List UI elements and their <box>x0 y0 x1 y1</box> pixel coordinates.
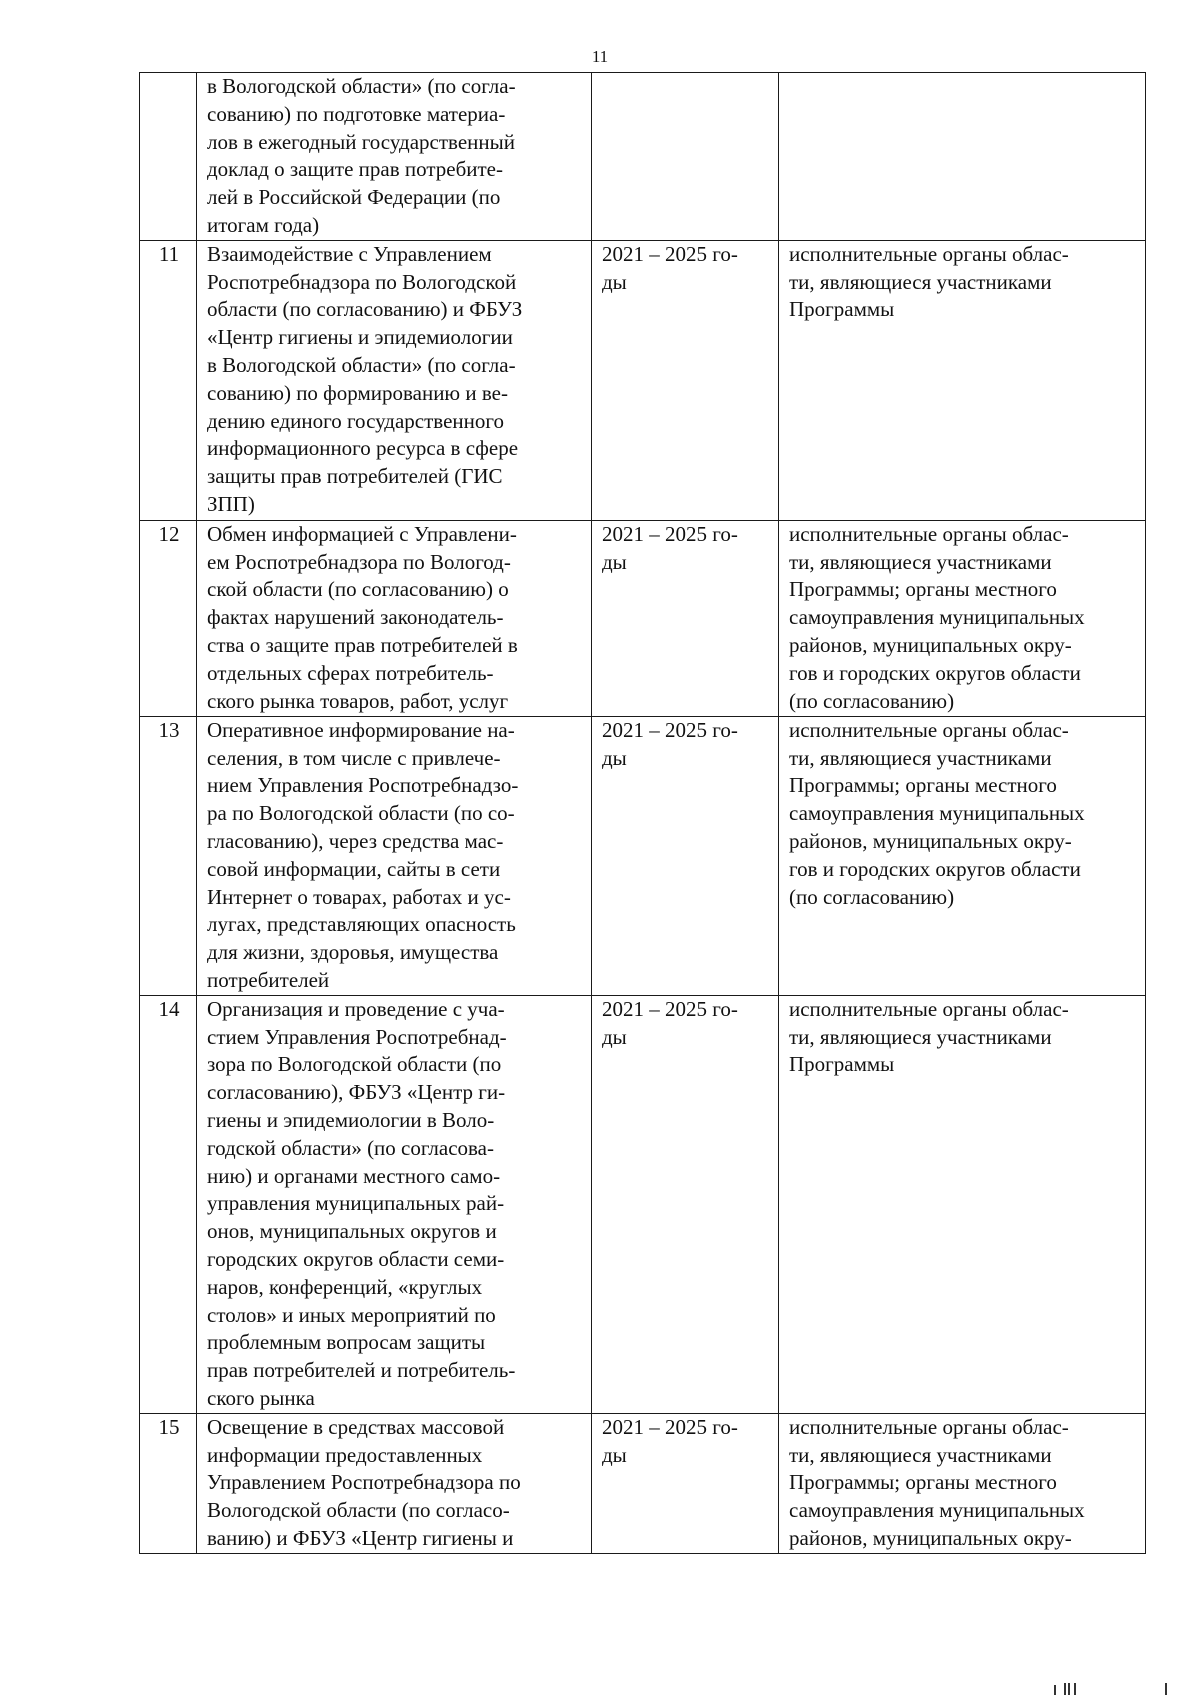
measure-description: Организация и проведение с уча- стием Управления Роспотребнад- зора по Вологодской области (по согласованию), ФБУЗ «Центр ги- гиены и эпидемиологии в Воло- годской области» (по согласова- нию) и органами местного само- управления муниципальных рай- онов, муниципальных округов и городских округов области семи- наров, конференций, «круглых столов» и иных мероприятий по проблемным вопросам защиты прав потребителей и потребитель- ского рынка <box>197 995 592 1413</box>
row-number: 13 <box>140 716 197 995</box>
measure-period: 2021 – 2025 го- ды <box>592 716 779 995</box>
measure-description: Освещение в средствах массовой информации предоставленных Управлением Роспотребнадзора по Вологодской области (по согласо- ванию) и ФБУЗ «Центр гигиены и <box>197 1413 592 1553</box>
measure-period: 2021 – 2025 го- ды <box>592 240 779 520</box>
table-row <box>140 73 1146 241</box>
row-number: 15 <box>140 1413 197 1553</box>
row-number: 14 <box>140 995 197 1413</box>
table-row <box>140 240 1146 520</box>
measure-responsible: исполнительные органы облас- ти, являющиеся участниками Программы <box>779 240 1146 520</box>
measure-responsible <box>779 73 1146 241</box>
table-row <box>140 716 1146 995</box>
measure-responsible: исполнительные органы облас- ти, являющиеся участниками Программы; органы местного самоуправления муниципальных районов, муниципальных окру- гов и городских округов области (по согласованию) <box>779 520 1146 716</box>
measure-description: Взаимодействие с Управлением Роспотребнадзора по Вологодской области (по согласованию) и ФБУЗ «Центр гигиены и эпидемиологии в Вологодской области» (по согла- сованию) по формированию и ве- дению единого государственного информационного ресурса в сфере защиты прав потребителей (ГИС ЗПП) <box>197 240 592 520</box>
row-number: 12 <box>140 520 197 716</box>
measure-description: Оперативное информирование на- селения, в том числе с привлече- нием Управления Роспотребнадзо- ра по Вологодской области (по со- гласованию), через средства мас- совой информации, сайты в сети Интернет о товарах, работах и ус- лугах, представляющих опасность для жизни, здоровья, имущества потребителей <box>197 716 592 995</box>
measure-responsible: исполнительные органы облас- ти, являющиеся участниками Программы; органы местного самоуправления муниципальных районов, муниципальных окру- <box>779 1413 1146 1553</box>
measure-description: в Вологодской области» (по согла- сованию) по подготовке материа- лов в ежегодный государственный доклад о защите прав потребите- лей в Российской Федерации (по итогам года) <box>197 73 592 241</box>
measures-table <box>139 72 1146 1554</box>
scan-edge-marks <box>1050 1681 1170 1695</box>
row-number <box>140 73 197 241</box>
table-row <box>140 1413 1146 1553</box>
measure-responsible: исполнительные органы облас- ти, являющиеся участниками Программы <box>779 995 1146 1413</box>
measure-period <box>592 73 779 241</box>
measure-period: 2021 – 2025 го- ды <box>592 995 779 1413</box>
table-row <box>140 520 1146 716</box>
page-number: 11 <box>591 47 609 66</box>
measure-responsible: исполнительные органы облас- ти, являющиеся участниками Программы; органы местного самоуправления муниципальных районов, муниципальных окру- гов и городских округов области (по согласованию) <box>779 716 1146 995</box>
measure-description: Обмен информацией с Управлени- ем Роспотребнадзора по Вологод- ской области (по согласованию) о фактах нарушений законодатель- ства о защите прав потребителей в отдельных сферах потребитель- ского рынка товаров, работ, услуг <box>197 520 592 716</box>
table-row <box>140 995 1146 1413</box>
measure-period: 2021 – 2025 го- ды <box>592 520 779 716</box>
row-number: 11 <box>140 240 197 520</box>
measure-period: 2021 – 2025 го- ды <box>592 1413 779 1553</box>
